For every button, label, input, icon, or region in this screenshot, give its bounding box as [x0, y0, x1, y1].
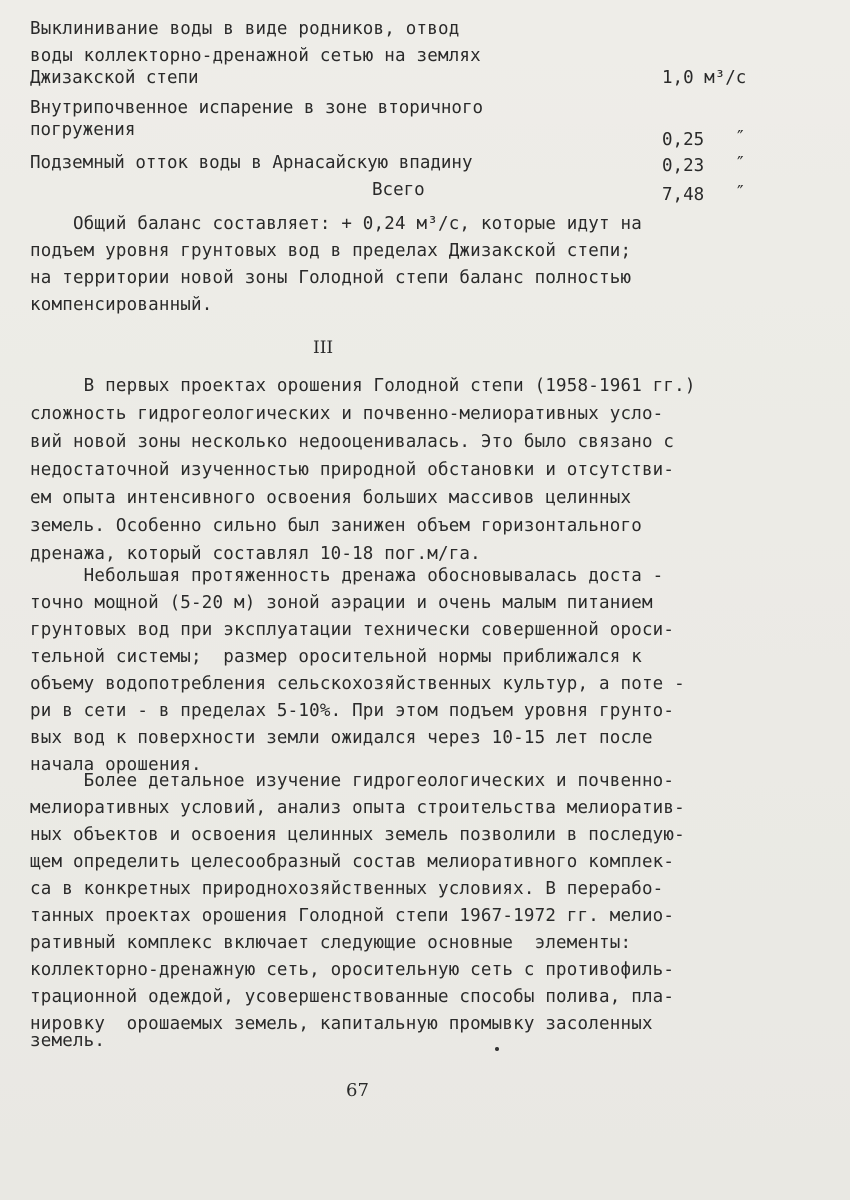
ditto-mark: ″ [735, 128, 746, 148]
paragraph-line: сложность гидрогеологических и почвенно-мелиоративных усло- [30, 404, 664, 424]
summary-line: Общий баланс составляет: + 0,24 м³/с, которые идут на [30, 214, 642, 234]
paragraph-line: объему водопотребления сельскохозяйственных культур, а поте - [30, 674, 685, 694]
paragraph-line: ративный комплекс включает следующие основные элементы: [30, 933, 632, 953]
paragraph-line: коллекторно-дренажную сеть, оросительную сеть с противофиль- [30, 960, 675, 980]
paragraph-line: начала орошения. [30, 755, 202, 775]
paragraph-line: вых вод к поверхности земли ожидался через 10-15 лет после [30, 728, 653, 748]
summary-line: компенсированный. [30, 295, 213, 315]
balance-total-label: Всего [372, 180, 425, 200]
balance-row [30, 68, 770, 90]
paragraph-line: Более детальное изучение гидрогеологических и почвенно- [30, 771, 675, 791]
balance-header-line-2: воды коллекторно-дренажной сетью на землях [30, 46, 481, 66]
ditto-mark: ″ [735, 183, 746, 203]
paragraph-line: вий новой зоны несколько недооценивалась. Это было связано с [30, 432, 675, 452]
paragraph-line: щем определить целесообразный состав мелиоративного комплек- [30, 852, 675, 872]
paragraph-line: грунтовых вод при эксплуатации технически совершенной ороси- [30, 620, 675, 640]
balance-row-value: 1,0 м³/с [662, 68, 747, 88]
paragraph-line: ри в сети - в пределах 5-10%. При этом подъем уровня грунто- [30, 701, 675, 721]
paragraph-line: танных проектах орошения Голодной степи 1967-1972 гг. мелио- [30, 906, 675, 926]
balance-row-value: 0,25 [662, 130, 705, 150]
balance-row-label: Джизакской степи [30, 68, 199, 88]
balance-row [30, 120, 770, 150]
balance-row-label: Внутрипочвенное испарение в зоне вторичного [30, 98, 484, 118]
ditto-mark: ″ [735, 154, 746, 174]
balance-total-value: 7,48 [662, 185, 705, 205]
paragraph-line: тельной системы; размер оросительной нормы приближался к [30, 647, 642, 667]
paragraph-line: земель. [30, 1031, 106, 1051]
paragraph-line: нировку орошаемых земель, капитальную промывку засоленных [30, 1014, 653, 1034]
summary-line: подъем уровня грунтовых вод в пределах Джизакской степи; [30, 241, 632, 261]
paragraph-line: са в конкретных природнохозяйственных условиях. В перерабо- [30, 879, 664, 899]
balance-row-label: погружения [30, 120, 136, 140]
balance-row [30, 98, 770, 120]
balance-row [30, 153, 770, 175]
paragraph-line: точно мощной (5-20 м) зоной аэрации и очень малым питанием [30, 593, 653, 613]
balance-row-value: 0,23 [662, 156, 705, 176]
balance-total-row [30, 180, 770, 205]
paragraph-line: трационной одеждой, усовершенствованные способы полива, пла- [30, 987, 675, 1007]
paragraph-line: дренажа, который составлял 10-18 пог.м/га. [30, 544, 481, 564]
summary-line: на территории новой зоны Голодной степи баланс полностью [30, 268, 632, 288]
paragraph-line: мелиоративных условий, анализ опыта строительства мелиоратив- [30, 798, 685, 818]
paragraph-line: Небольшая протяженность дренажа обосновывалась доста - [30, 566, 664, 586]
paragraph-line: земель. Особенно сильно был занижен объем горизонтального [30, 516, 642, 536]
section-number: III [313, 338, 334, 358]
balance-header-line-1: Выклинивание воды в виде родников, отвод [30, 19, 460, 39]
page-number: 67 [346, 1080, 369, 1101]
paragraph-line: ных объектов и освоения целинных земель позволили в последую- [30, 825, 685, 845]
balance-row-label: Подземный отток воды в Арнасайскую впадину [30, 153, 473, 173]
paragraph-line: недостаточной изученностью природной обстановки и отсутстви- [30, 460, 675, 480]
paragraph-line: ем опыта интенсивного освоения больших массивов целинных [30, 488, 632, 508]
ink-speck [495, 1047, 499, 1051]
paragraph-line: В первых проектах орошения Голодной степи (1958-1961 гг.) [30, 376, 696, 396]
